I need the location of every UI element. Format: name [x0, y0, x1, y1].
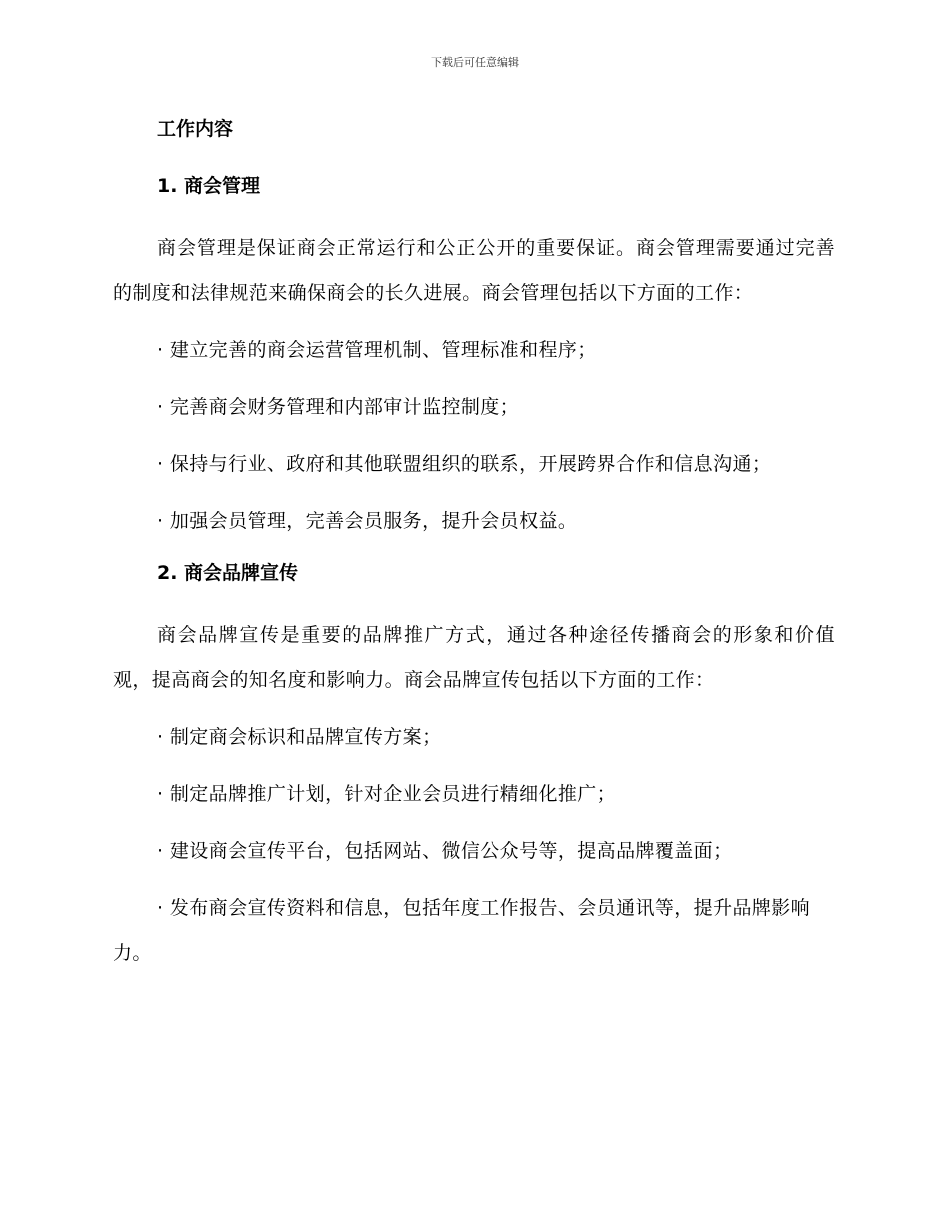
- section1-bullet-1: · 建立完善的商会运营管理机制、管理标准和程序；: [157, 339, 597, 361]
- section1-bullet-3: · 保持与行业、政府和其他联盟组织的联系，开展跨界合作和信息沟通；: [157, 453, 772, 475]
- document-body: [113, 112, 835, 988]
- section2-intro: 商会品牌宣传是重要的品牌推广方式，通过各种途径传播商会的形象和价值观，提高商会的知名度和影响力。商会品牌宣传包括以下方面的工作：: [113, 624, 835, 691]
- section2-bullet-4: · 发布商会宣传资料和信息，包括年度工作报告、会员通讯等，提升品牌影响力。: [113, 897, 811, 964]
- section2-bullet-2: · 制定品牌推广计划，针对企业会员进行精细化推广；: [157, 783, 617, 805]
- section1-heading: 1. 商会管理: [157, 175, 261, 197]
- section2-heading: 2. 商会品牌宣传: [157, 562, 299, 584]
- section2-bullet-3: · 建设商会宣传平台，包括网站、微信公众号等，提高品牌覆盖面；: [157, 840, 733, 862]
- section1-bullet-4: · 加强会员管理，完善会员服务，提升会员权益。: [157, 510, 578, 532]
- section-title: 工作内容: [157, 118, 234, 140]
- section1-intro: 商会管理是保证商会正常运行和公正公开的重要保证。商会管理需要通过完善的制度和法律规范来确保商会的长久进展。商会管理包括以下方面的工作：: [113, 237, 835, 304]
- section1-bullet-2: · 完善商会财务管理和内部审计监控制度；: [157, 396, 520, 418]
- section2-bullet-1: · 制定商会标识和品牌宣传方案；: [157, 726, 442, 748]
- page-header-note: 下载后可任意编辑: [431, 56, 519, 69]
